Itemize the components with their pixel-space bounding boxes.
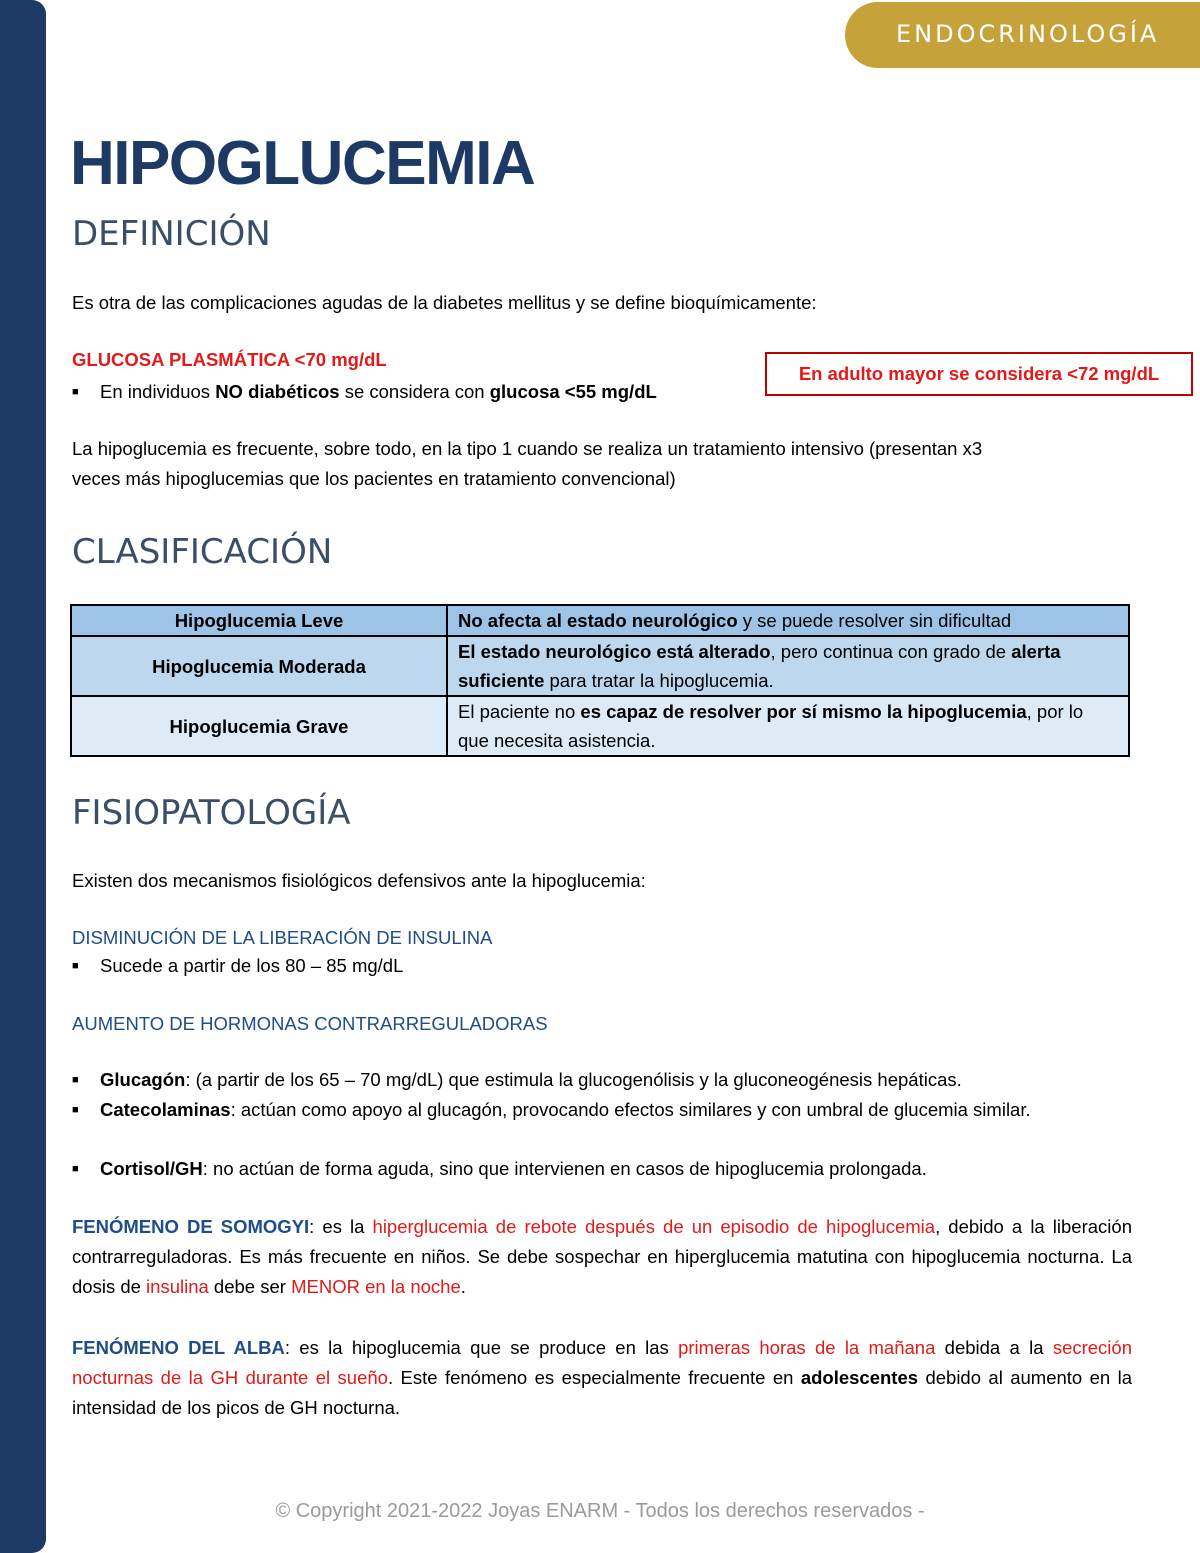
bullet-icon: ■ — [72, 1163, 79, 1175]
category-badge-label: ENDOCRINOLOGÍA — [896, 20, 1160, 48]
table-cell-label: Hipoglucemia Leve — [71, 605, 447, 636]
list-item-text: Cortisol/GH: no actúan de forma aguda, sino que intervienen en casos de hipoglucemia prolongada. — [100, 1158, 927, 1179]
side-letter: R — [16, 915, 28, 933]
alba-paragraph: FENÓMENO DEL ALBA: es la hipoglucemia que se produce en las primeras horas de la mañana debida a la secreción nocturnas de la GH durante el sueño. Este fenómeno es especialmente frecuente en adolescentes debido al aumento en la intensidad de los picos de GH nocturna. — [72, 1337, 1133, 1418]
bullet-icon: ■ — [72, 386, 79, 398]
paragraph-line: La hipoglucemia es frecuente, sobre todo, en la tipo 1 cuando se realiza un tratamiento intensivo (presentan x3 — [72, 438, 983, 459]
table-row — [71, 636, 1129, 696]
list-item-text: Glucagón: (a partir de los 65 – 70 mg/dL) que estimula la glucogenólisis y la gluconeogénesis hepáticas. — [100, 1069, 962, 1090]
classification-table — [70, 604, 1130, 757]
bullet-icon: ■ — [72, 960, 79, 972]
fisiopatologia-intro: Existen dos mecanismos fisiológicos defensivos ante la hipoglucemia: — [72, 870, 646, 891]
bullet-icon: ■ — [72, 1074, 79, 1086]
list-item — [72, 1065, 1132, 1095]
bullet-icon: ■ — [72, 1104, 79, 1116]
section-heading-fisiopatologia: FISIOPATOLOGÍA — [72, 793, 351, 833]
glucosa-threshold — [72, 345, 387, 375]
section-heading-clasificacion: CLASIFICACIÓN — [72, 532, 333, 572]
side-letter: J — [18, 597, 26, 614]
table-row — [71, 696, 1129, 756]
list-item — [72, 1154, 1132, 1184]
definicion-paragraph — [72, 434, 1132, 494]
side-letter: O — [16, 623, 28, 641]
side-letter: A — [16, 676, 27, 694]
definicion-intro: Es otra de las complicaciones agudas de la diabetes mellitus y se define bioquímicamente: — [72, 292, 817, 313]
table-cell-description: El estado neurológico está alterado, pero continua con grado de alerta suficiente para tratar la hipoglucemia. — [447, 636, 1129, 696]
side-letter: S — [16, 703, 27, 720]
list-item — [72, 1095, 1132, 1125]
list-item-text: En individuos NO diabéticos se considera con glucosa <55 mg/dL — [100, 381, 657, 402]
glucosa-threshold-text: GLUCOSA PLASMÁTICA <70 mg/dL — [72, 349, 387, 370]
table-row — [71, 605, 1129, 636]
somogyi-paragraph: FENÓMENO DE SOMOGYI: es la hiperglucemia de rebote después de un episodio de hipoglucemia, debido a la liberación contrarreguladoras. Es más frecuente en niños. Se debe sospechar en hiperglucemia matutina con hipoglucemia nocturna. La dosis de insulina debe ser MENOR en la noche. — [72, 1216, 1132, 1297]
side-letter: A — [16, 889, 27, 906]
side-bar — [0, 0, 46, 1553]
side-letter: N — [16, 862, 28, 880]
side-label-joyas — [14, 593, 30, 726]
callout-adulto-mayor: En adulto mayor se considera <72 mg/dL — [765, 352, 1193, 396]
table-cell-label: Hipoglucemia Moderada — [71, 636, 447, 696]
table-cell-description: El paciente no es capaz de resolver por sí mismo la hipoglucemia, por lo que necesita asistencia. — [447, 696, 1129, 756]
list-item — [72, 377, 657, 407]
side-letter: Y — [16, 650, 27, 667]
table-cell-label: Hipoglucemia Grave — [71, 696, 447, 756]
paragraph-line: veces más hipoglucemias que los pacientes en tratamiento convencional) — [72, 468, 676, 489]
subheading-aumento: AUMENTO DE HORMONAS CONTRARREGULADORAS — [72, 1013, 548, 1034]
list-item-text: Sucede a partir de los 80 – 85 mg/dL — [100, 955, 404, 976]
table-cell-description: No afecta al estado neurológico y se puede resolver sin dificultad — [447, 605, 1129, 636]
side-letter: E — [16, 836, 27, 853]
side-label-enarm — [14, 832, 30, 965]
side-letter: M — [15, 942, 29, 959]
list-item — [72, 951, 403, 981]
copyright-notice: © Copyright 2021-2022 Joyas ENARM - Todos los derechos reservados - — [275, 1500, 925, 1522]
section-heading-definicion: DEFINICIÓN — [72, 214, 271, 254]
list-item-text: Catecolaminas: actúan como apoyo al glucagón, provocando efectos similares y con umbral de glucemia similar. — [100, 1099, 1031, 1120]
page-title: HIPOGLUCEMIA — [70, 129, 535, 198]
subheading-disminucion: DISMINUCIÓN DE LA LIBERACIÓN DE INSULINA — [72, 927, 493, 948]
